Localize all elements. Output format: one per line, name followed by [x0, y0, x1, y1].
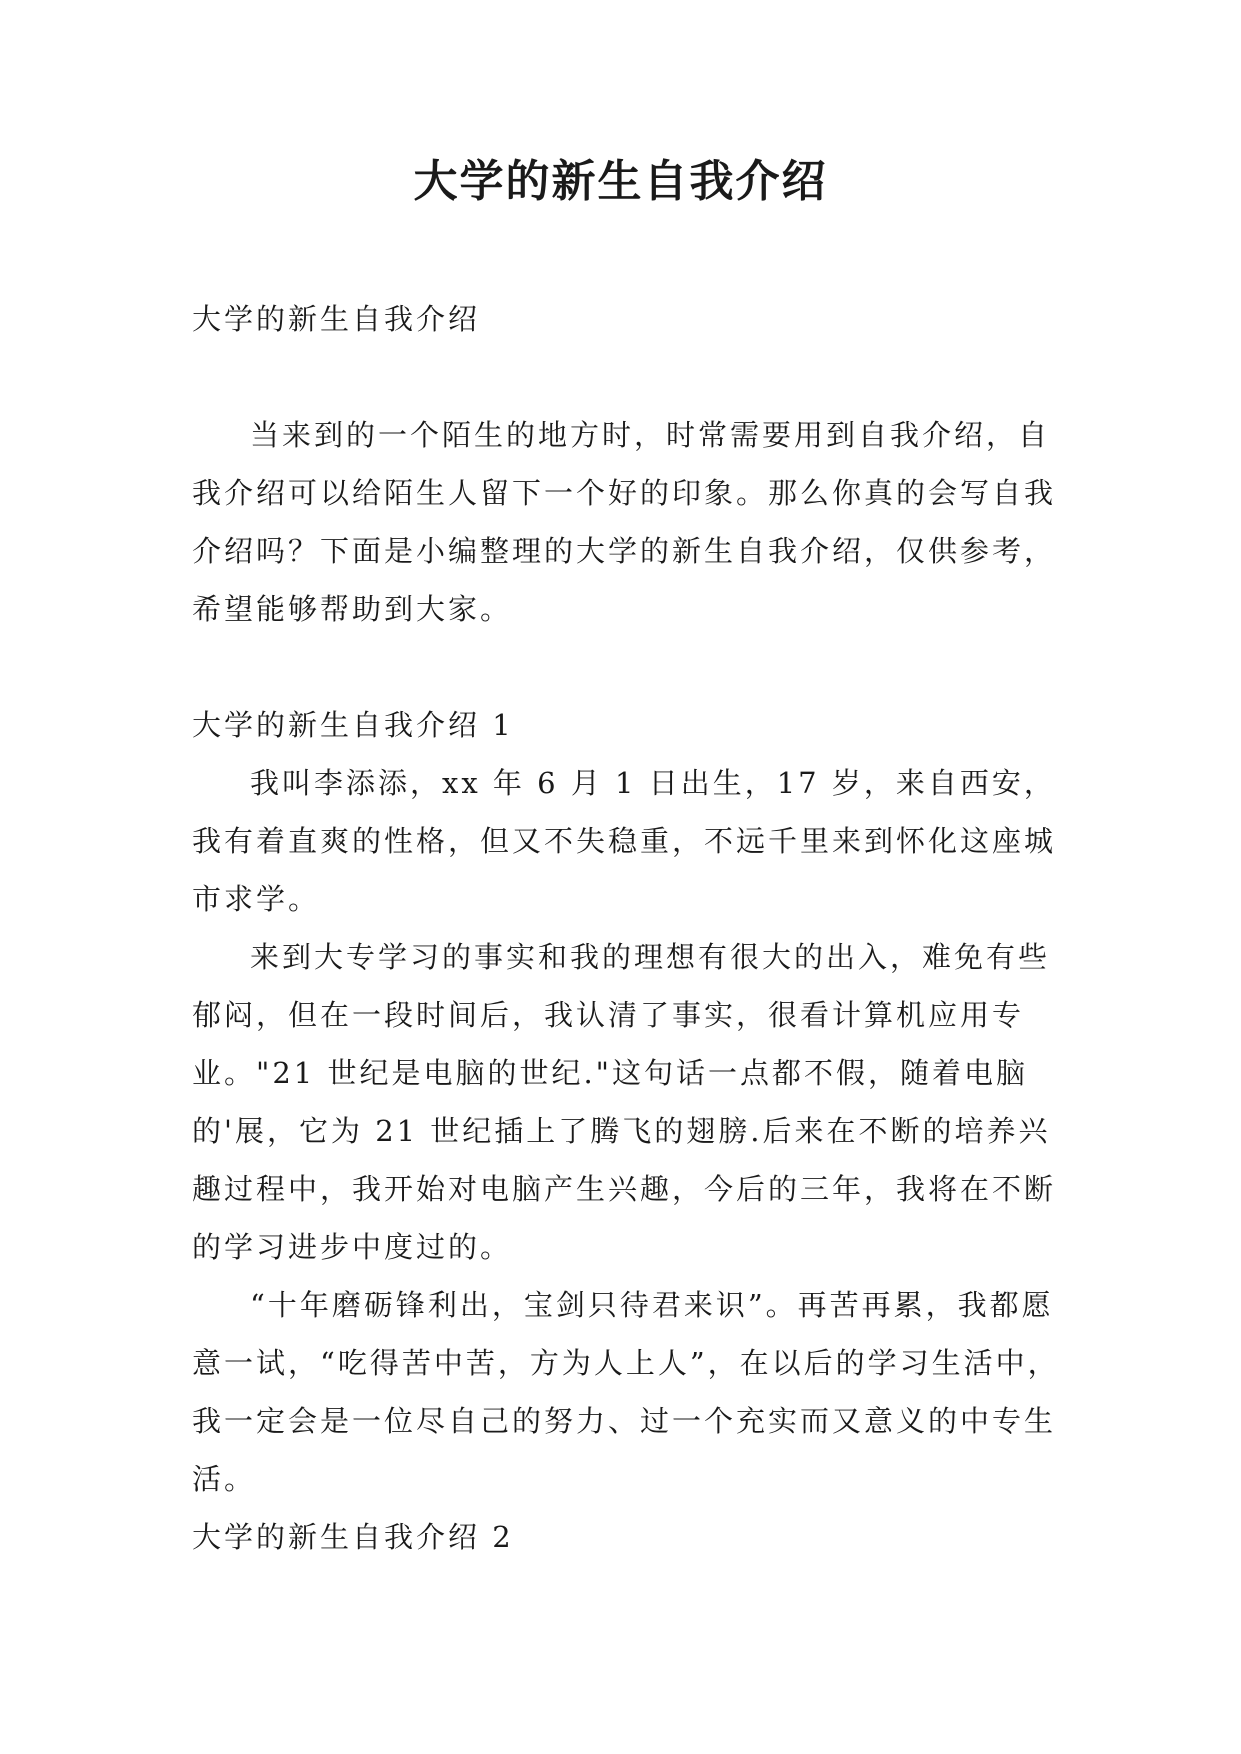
document-title: 大学的新生自我介绍	[413, 156, 828, 207]
section-1-paragraph-1: 我叫李添添，xx 年 6 月 1 日出生，17 岁，来自西安，我有着直爽的性格，但又不失稳重，不远千里来到怀化这座城市求学。	[192, 766, 1057, 916]
section-2-heading: 大学的新生自我介绍 2	[192, 1520, 514, 1554]
intro-paragraph: 当来到的一个陌生的地方时，时常需要用到自我介绍，自我介绍可以给陌生人留下一个好的印象。那么你真的会写自我介绍吗？下面是小编整理的大学的新生自我介绍，仅供参考，希望能够帮助到大家。	[192, 418, 1057, 626]
document-subtitle: 大学的新生自我介绍	[192, 302, 481, 336]
document-body	[192, 290, 1062, 1566]
section-1-paragraph-3: “十年磨砺锋利出，宝剑只待君来识”。再苦再累，我都愿意一试，“吃得苦中苦，方为人上人”，在以后的学习生活中，我一定会是一位尽自己的努力、过一个充实而又意义的中专生活。	[192, 1288, 1060, 1496]
section-1-heading: 大学的新生自我介绍 1	[192, 708, 514, 742]
section-1-paragraph-2: 来到大专学习的事实和我的理想有很大的出入，难免有些郁闷，但在一段时间后，我认清了事实，很看计算机应用专业。"21 世纪是电脑的世纪."这句话一点都不假，随着电脑的'展，它为 21 世纪插上了腾飞的翅膀.后来在不断的培养兴趣过程中，我开始对电脑产生兴趣，今后的三年，我将在不断的学习进步中度过的。	[192, 940, 1057, 1264]
